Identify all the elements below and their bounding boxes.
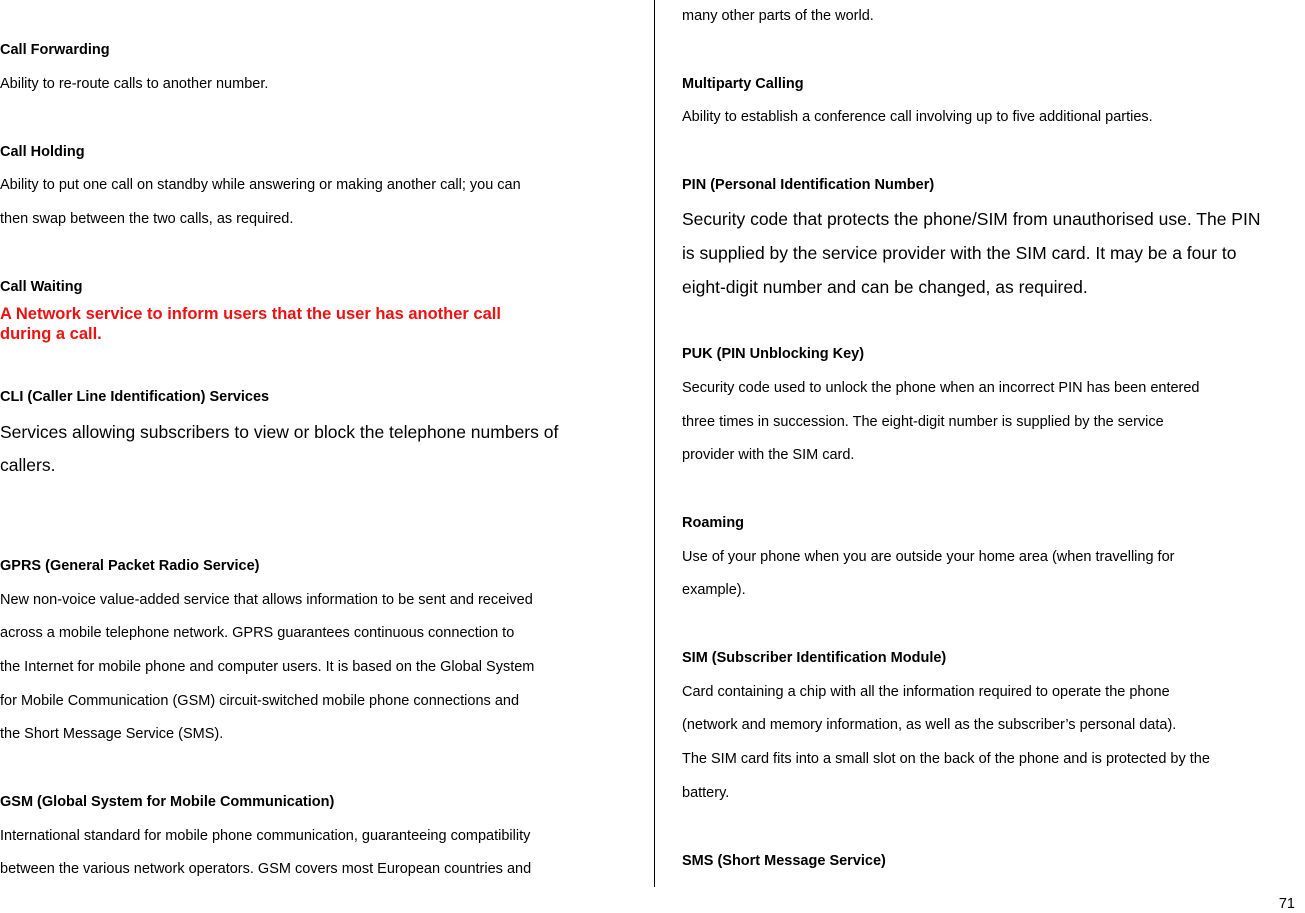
definition-line: International standard for mobile phone communication, guaranteeing compatibility <box>0 828 531 844</box>
definition-line: between the various network operators. GSM covers most European countries and <box>0 861 532 877</box>
definition-line: Security code used to unlock the phone when an incorrect PIN has been entered <box>682 380 1200 396</box>
definition-line: is supplied by the service provider with the SIM card. It may be a four to <box>682 243 1237 263</box>
column-divider <box>654 0 655 887</box>
definition-line: three times in succession. The eight-digit number is supplied by the service <box>682 414 1164 430</box>
definition-line: The SIM card fits into a small slot on the back of the phone and is protected by the <box>682 751 1210 767</box>
page-number: 71 <box>1278 896 1295 912</box>
term-gprs: GPRS (General Packet Radio Service) <box>0 558 260 574</box>
definition-line: the Internet for mobile phone and computer users. It is based on the Global System <box>0 659 535 675</box>
term-call-holding: Call Holding <box>0 144 85 160</box>
definition-line-highlighted: A Network service to inform users that the user has another call <box>0 305 501 323</box>
definition-line: Services allowing subscribers to view or block the telephone numbers of <box>0 422 559 442</box>
term-roaming: Roaming <box>682 515 745 531</box>
definition-line: provider with the SIM card. <box>682 447 855 463</box>
definition-line: then swap between the two calls, as required. <box>0 211 294 227</box>
term-sms: SMS (Short Message Service) <box>682 853 886 869</box>
definition-line: callers. <box>0 455 56 475</box>
definition-line: Security code that protects the phone/SIM from unauthorised use. The PIN <box>682 209 1261 229</box>
term-puk: PUK (PIN Unblocking Key) <box>682 346 865 362</box>
definition-line: eight-digit number and can be changed, as required. <box>682 277 1088 297</box>
term-cli: CLI (Caller Line Identification) Services <box>0 389 270 405</box>
term-call-forwarding: Call Forwarding <box>0 42 110 58</box>
definition-line: the Short Message Service (SMS). <box>0 726 224 742</box>
definition-line: many other parts of the world. <box>682 8 874 24</box>
definition-line: Ability to put one call on standby while answering or making another call; you can <box>0 177 521 193</box>
definition-line: New non-voice value-added service that allows information to be sent and received <box>0 592 533 608</box>
definition-line: for Mobile Communication (GSM) circuit-switched mobile phone connections and <box>0 693 520 709</box>
term-call-waiting: Call Waiting <box>0 279 83 295</box>
term-sim: SIM (Subscriber Identification Module) <box>682 650 947 666</box>
term-pin: PIN (Personal Identification Number) <box>682 177 935 193</box>
definition-line: (network and memory information, as well as the subscriber’s personal data). <box>682 717 1177 733</box>
definition-line: example). <box>682 582 746 598</box>
definition-line-highlighted: during a call. <box>0 325 102 343</box>
definition-line: battery. <box>682 785 730 801</box>
term-gsm: GSM (Global System for Mobile Communication) <box>0 794 335 810</box>
term-multiparty-calling: Multiparty Calling <box>682 76 804 92</box>
definition-line: Ability to establish a conference call involving up to five additional parties. <box>682 109 1153 125</box>
definition-line: Ability to re-route calls to another number. <box>0 76 269 92</box>
definition-line: Card containing a chip with all the information required to operate the phone <box>682 684 1170 700</box>
definition-line: Use of your phone when you are outside your home area (when travelling for <box>682 549 1175 565</box>
definition-line: across a mobile telephone network. GPRS guarantees continuous connection to <box>0 625 515 641</box>
